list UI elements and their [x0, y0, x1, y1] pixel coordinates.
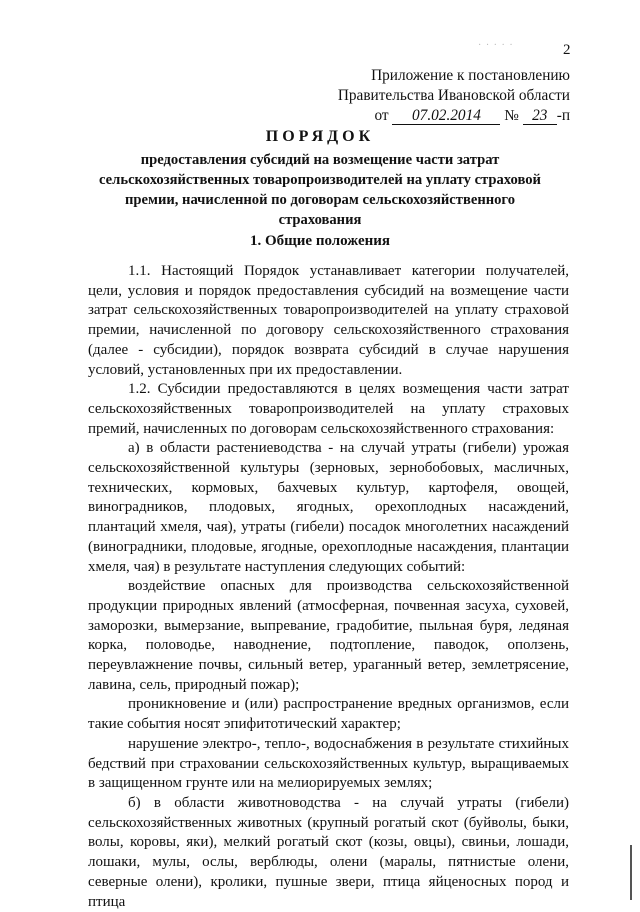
document-body: [88, 262, 569, 912]
paragraph: 1.1. Настоящий Порядок устанавливает категории получателей, цели, условия и порядок предоставления субсидий на возмещение части затрат сельскохозяйственных товаропроизводителей на уплату страховой премии, начисленной по договору сельскохозяйственного страхования (далее - субсидии), порядок возврата субсидий в случае нарушения условий, установленных при их предоставлении.: [88, 263, 569, 378]
handwritten-date: 07.02.2014: [392, 108, 500, 125]
document-subtitle: предоставления субсидий на возмещение части затрат сельскохозяйственных товаропроизводителей на уплату страховой премии, начисленной по договорам сельскохозяйственного страхования: [99, 152, 541, 228]
section-heading: 1. Общие положения: [249, 233, 391, 249]
paragraph: проникновение и (или) распространение вредных организмов, если такие события носят эпифитотический характер;: [88, 696, 569, 733]
number-suffix: -п: [556, 107, 570, 124]
page-number: 2: [563, 42, 571, 58]
attachment-line-1: Приложение к постановлению: [371, 67, 570, 84]
attachment-header: [338, 66, 570, 126]
paragraph: б) в области животноводства - на случай утраты (гибели) сельскохозяйственных животных (крупный рогатый скот (буйволы, быки, волы, коровы, яки), мелкий рогатый скот (козы, овцы), свиньи, лошади, лошаки, мулы, ослы, верблюды, олени (маралы, пятнистые олени, северные олени), кролики, пушные звери, птица яйценосных пород и птица: [88, 794, 569, 910]
paragraph: 1.2. Субсидии предоставляются в целях возмещения части затрат сельскохозяйственных товаропроизводителей на уплату страховых премий, начисленных по договорам сельскохозяйственного страхования:: [88, 381, 569, 437]
scan-edge-mark: [630, 845, 632, 900]
number-label: №: [504, 107, 519, 124]
handwritten-number: 23: [523, 108, 557, 125]
document-title: ПОРЯДОК: [265, 128, 375, 145]
paragraph: воздействие опасных для производства сельскохозяйственной продукции природных явлений (атмосферная, почвенная засуха, суховей, заморозки, вымерзание, выпревание, градобитие, пыльная буря, ледяная корка, половодье, наводнение, подтопление, паводок, оползень, переувлажнение почвы, сильный ветер, ураганный ветер, землетрясение, лавина, сель, природный пожар);: [88, 578, 569, 693]
from-label: от: [374, 107, 389, 124]
attachment-line-3: [338, 106, 570, 126]
scan-artifact: · · · · ·: [478, 40, 514, 51]
paragraph: а) в области растениеводства - на случай утраты (гибели) урожая сельскохозяйственной культуры (зерновых, зернобобовых, масличных, технических, кормовых, бахчевых культур, картофеля, овощей, виноградников, плодовых, ягодных, орехоплодных насаждений, плантаций хмеля, чая), утраты (гибели) посадок многолетних насаждений (виноградники, плодовые, ягодные, орехоплодные насаждения, плантации хмеля, чая) в результате наступления следующих событий:: [88, 440, 569, 575]
paragraph: нарушение электро-, тепло-, водоснабжения в результате стихийных бедствий при страховании сельскохозяйственных культур, выращиваемых в защищенном грунте или на мелиорируемых землях;: [88, 735, 569, 792]
attachment-line-2: Правительства Ивановской области: [337, 87, 570, 104]
